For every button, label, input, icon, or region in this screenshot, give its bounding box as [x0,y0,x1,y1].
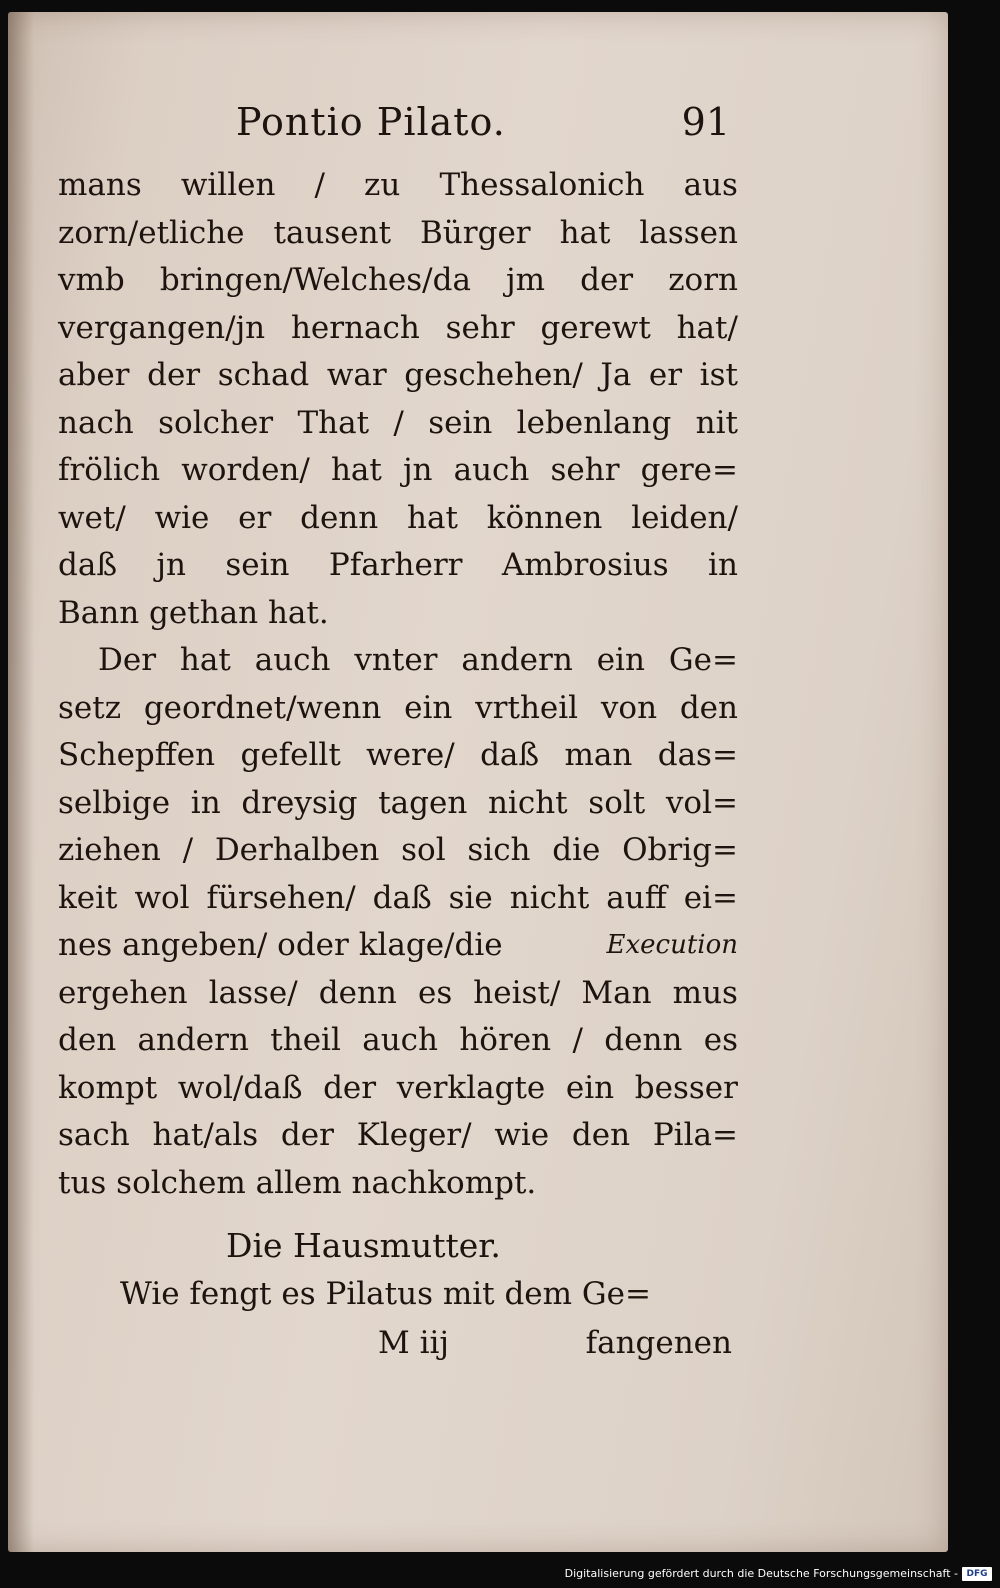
word: hören [459,1022,552,1058]
word: zu [364,167,401,203]
word: Obrig= [622,832,738,868]
word: were/ [366,737,455,773]
section-heading: Die Hausmutter. [226,1226,501,1265]
text-block [58,100,738,1367]
text-line [58,1065,738,1113]
word: setz [58,689,122,726]
word: solcher [158,404,274,441]
text-line [58,542,738,590]
execution-word: Execution [606,930,738,960]
word: zorn [668,262,738,298]
word: / [182,832,194,868]
word: heist/ [473,974,561,1011]
word: hat/ [676,309,738,346]
word: den [571,1117,631,1153]
text-line [58,162,738,210]
paragraph-3-first-line [58,1271,738,1319]
word: Ja [600,357,632,393]
word: den [58,1022,117,1058]
paragraph-2-first-line [58,637,738,685]
word: tagen [378,784,468,821]
signature-mark: M iij [378,1324,450,1361]
word: sich [467,832,531,868]
word: ziehen [58,832,161,868]
word: sol [401,832,446,868]
word: den [679,689,738,726]
word: vrtheil [475,689,579,726]
word: kompt [58,1069,158,1106]
word: sein [428,404,493,441]
text-line [58,400,738,448]
footer-text: Digitalisierung gefördert durch die Deutsche Forschungsgemeinschaft - [564,1567,958,1580]
paragraph-1 [58,162,738,590]
paragraph-1-last-line: Bann gethan hat. [58,594,329,631]
word: zorn/etliche [58,214,245,251]
word: gerewt [540,309,651,346]
text-line [58,1017,738,1065]
word: können [486,499,603,536]
word: denn [604,1022,683,1058]
word: vol= [665,784,738,821]
word: Pila= [652,1117,738,1153]
word: hat [559,214,611,251]
word: in [190,784,221,821]
word: auch [453,452,530,488]
word: / [393,404,404,441]
word: wol [134,879,190,916]
word: ei= [683,879,738,916]
text-line [58,210,738,258]
word: nit [695,404,738,441]
word: wet/ [58,499,126,536]
word: daß [480,737,540,773]
word: schad [217,357,310,393]
word: Kleger/ [356,1117,472,1153]
text-line [58,732,738,780]
word: sie [448,879,493,916]
word: andern [137,1022,249,1058]
word: auff [606,879,667,916]
word: der [323,1069,377,1106]
word: sehr [550,452,620,488]
word: Thessalonich [439,167,645,203]
text-line [58,970,738,1018]
text-line [58,875,738,923]
word: dreysig [241,784,358,821]
running-header [58,100,738,162]
word: solt [588,784,646,821]
word: von [600,689,658,726]
paragraph-2-last-line: tus solchem allem nachkompt. [58,1164,537,1201]
word: mans [58,167,142,203]
word: wie [154,499,210,536]
word: ein [565,1069,615,1106]
text-line [58,305,738,353]
word: andern [461,642,573,678]
word: daß [372,879,432,916]
funding-footer [565,1564,992,1584]
word: That [297,404,370,441]
text-line [58,447,738,495]
word: selbige [58,784,171,821]
word: Man [581,974,652,1011]
text-line [58,1160,738,1208]
word: vergangen/jn [58,309,266,346]
word: geschehen/ [404,357,583,393]
execution-line-text: nes angeben/ oder klage/die [58,927,503,963]
word: geordnet/wenn [143,689,382,726]
word: ein [596,642,645,678]
word: Ambrosius [501,547,669,583]
book-page [8,12,948,1552]
word: aus [683,167,738,203]
word: nicht [487,784,568,821]
word: sehr [445,309,515,346]
page-number: 91 [681,100,730,144]
word: leiden/ [631,499,738,536]
word: Derhalben [214,832,380,868]
word: ist [699,357,738,393]
word: bringen/Welches/da [159,262,471,298]
word: willen [180,167,276,203]
word: hat/als [152,1117,259,1153]
text-line [58,590,738,638]
word: der [280,1117,334,1153]
word: / [572,1022,583,1058]
word: sach [58,1117,130,1153]
word: nach [58,404,134,441]
word: Schepffen [58,737,216,773]
word: vmb [58,262,125,298]
word: es [417,974,453,1011]
word: wie [494,1117,550,1153]
word: der [580,262,634,298]
word: worden/ [181,452,310,488]
word: daß [58,547,118,583]
word: er [238,499,272,536]
word: jn [402,452,433,488]
text-line-execution [58,922,738,970]
word: / [314,167,325,203]
word: Ge= [668,642,738,678]
word: gefellt [240,737,341,773]
word: lebenlang [516,404,672,441]
word: er [648,357,683,393]
word: mus [672,974,738,1011]
word: verklagte [396,1069,546,1106]
word: das= [657,737,738,773]
word: auch [362,1022,438,1058]
text-line [58,257,738,305]
word: war [326,357,387,393]
word: in [708,547,738,583]
word: der [147,357,201,393]
word: denn [318,974,397,1011]
word: man [564,737,633,773]
text-line [58,780,738,828]
word: keit [58,879,118,916]
word: jm [506,262,546,298]
catchline [58,1319,738,1367]
word: hat [330,452,382,488]
dfg-logo: DFG [962,1567,992,1581]
running-title: Pontio Pilato. [236,100,506,144]
word: wol/daß [177,1069,303,1106]
word: fürsehen/ [206,879,356,916]
word: nicht [509,879,590,916]
word: vnter [354,642,438,678]
word: hat [179,642,231,678]
word: sein [225,547,290,583]
word: theil [270,1022,341,1058]
catchword: fangenen [585,1324,732,1361]
word: Pfarherr [328,547,463,583]
spacer [58,1207,738,1221]
word: ergehen [58,974,188,1011]
word: ein [404,689,453,726]
word: auch [254,642,331,678]
word: aber [58,357,130,393]
text-line [58,495,738,543]
word: gere= [640,452,738,488]
word: es [703,1022,738,1058]
word: lassen [639,214,738,251]
paragraph-2-rest [58,970,738,1160]
word: lasse/ [208,974,298,1011]
word: Der [98,642,157,678]
text-line [58,827,738,875]
text-line [58,1112,738,1160]
paragraph-2 [58,685,738,923]
text-line [58,685,738,733]
word: besser [634,1069,738,1106]
paragraph-3-text: Wie fengt es Pilatus mit dem Ge= [120,1276,651,1312]
word: frölich [58,452,161,488]
word: jn [156,547,186,583]
word: hat [407,499,458,536]
word: hernach [290,309,420,346]
word: denn [300,499,379,536]
word: die [552,832,601,868]
word: tausent [273,214,392,251]
word: Bürger [420,214,531,251]
text-line [58,352,738,400]
